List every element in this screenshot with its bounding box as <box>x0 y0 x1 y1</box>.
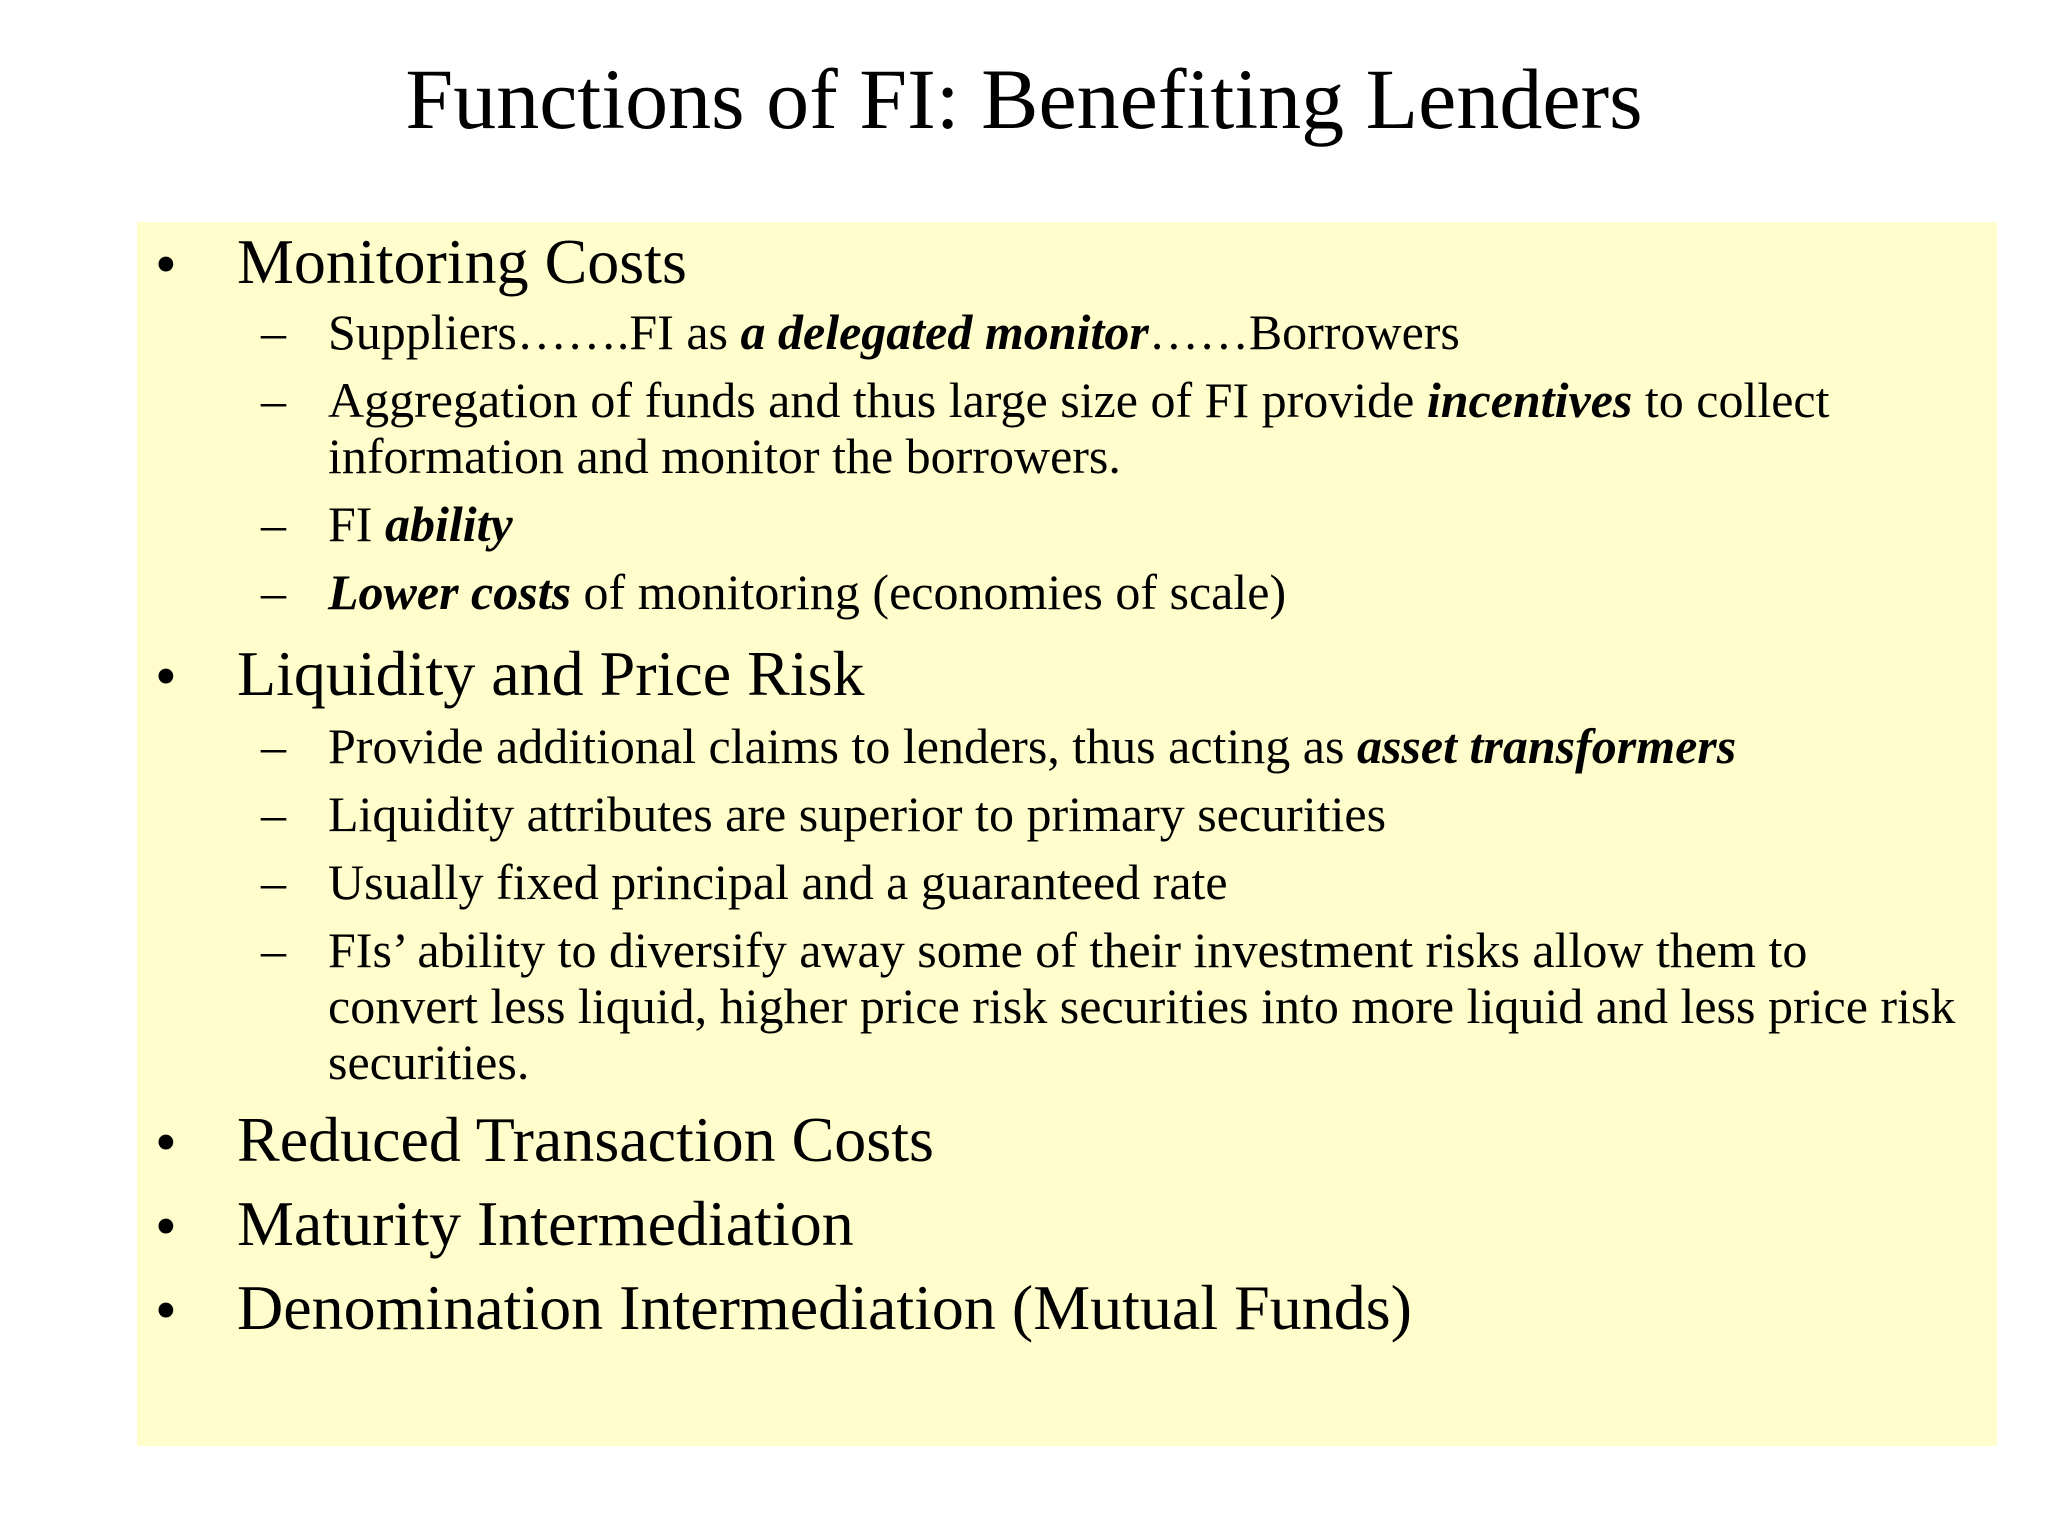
bullet-marker: • <box>155 1193 177 1261</box>
sub-item-text: Lower costs of monitoring (economies of scale) <box>328 564 1287 620</box>
bullet-label: Maturity Intermediation <box>237 1188 854 1259</box>
bullet-marker: • <box>155 1277 177 1345</box>
emphasis-text: a delegated monitor <box>740 304 1149 360</box>
content-box <box>137 222 1997 1446</box>
sub-item-text: Usually fixed principal and a guaranteed rate <box>328 854 1228 910</box>
sub-item-marker: – <box>261 304 286 360</box>
sub-item-marker: – <box>261 496 286 552</box>
sub-item-marker: – <box>261 718 286 774</box>
emphasis-text: Lower costs <box>328 564 572 620</box>
sub-item-text: Provide additional claims to lenders, thus acting as asset transformers <box>328 718 1737 774</box>
sub-item-marker: – <box>261 564 286 620</box>
bullet-marker: • <box>155 231 177 299</box>
bullet-label: Monitoring Costs <box>237 226 687 297</box>
sub-item-marker: – <box>261 922 286 978</box>
sub-item-text: Liquidity attributes are superior to primary securities <box>328 786 1387 842</box>
emphasis-text: asset transformers <box>1356 718 1737 774</box>
bullet-marker: • <box>155 643 177 711</box>
emphasis-text: incentives <box>1426 372 1633 428</box>
sub-item-marker: – <box>261 854 286 910</box>
sub-item-text: FIs’ ability to diversify away some of their investment risks allow them to convert less liquid, higher price risk securities into more liquid and less price risk securities. <box>328 922 1956 1090</box>
sub-item-text: Suppliers…….FI as a delegated monitor……Borrowers <box>328 304 1460 360</box>
sub-item-text: FI ability <box>328 496 513 552</box>
bullet-label: Reduced Transaction Costs <box>237 1104 934 1175</box>
emphasis-text: ability <box>384 496 513 552</box>
sub-item-text: Aggregation of funds and thus large size of FI provide incentives to collect information and monitor the borrowers. <box>328 372 1830 484</box>
bullet-label: Denomination Intermediation (Mutual Funds) <box>237 1272 1412 1343</box>
sub-item-marker: – <box>261 786 286 842</box>
slide-title: Functions of FI: Benefiting Lenders <box>405 51 1643 147</box>
sub-item-marker: – <box>261 372 286 428</box>
bullet-label: Liquidity and Price Risk <box>237 638 865 709</box>
bullet-marker: • <box>155 1109 177 1177</box>
